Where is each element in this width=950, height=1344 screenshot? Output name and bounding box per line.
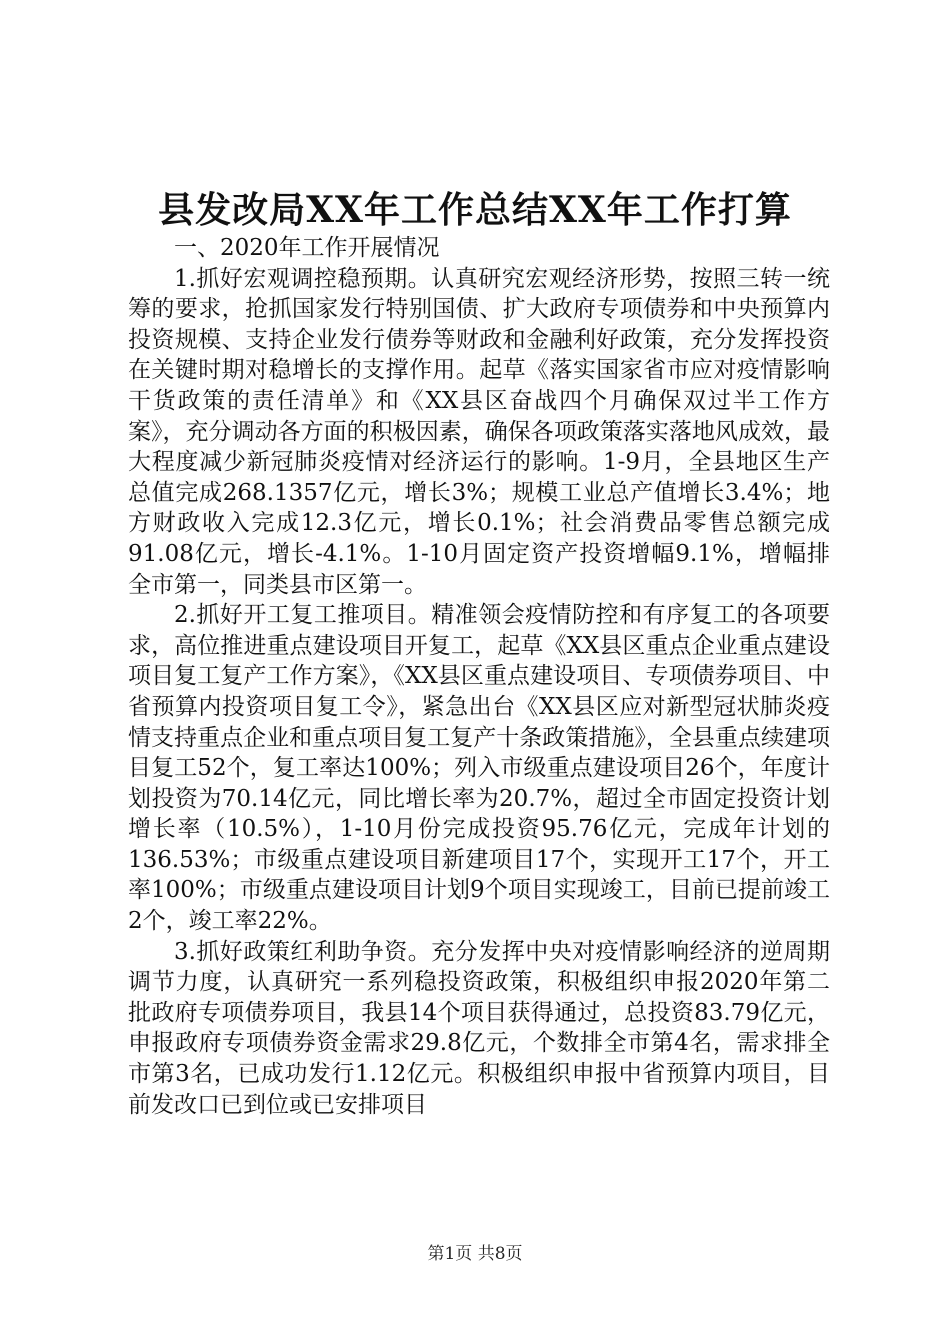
document-title: 县发改局XX年工作总结XX年工作打算 (158, 189, 792, 231)
section-heading: 一、2020年工作开展情况 (174, 235, 440, 261)
document-body (128, 233, 830, 1120)
paragraph-macro-control: 1.抓好宏观调控稳预期。认真研究宏观经济形势，按照三转一统筹的要求，抢抓国家发行特别国债、扩大政府专项债券和中央预算内投资规模、支持企业发行债券等财政和金融利好政策，充分发挥投资在关键时期对稳增长的支撑作用。起草《落实国家省市应对疫情影响干货政策的责任清单》和《XX县区奋战四个月确保双过半工作方案》，充分调动各方面的积极因素，确保各项政策落实落地风成效，最大程度减少新冠肺炎疫情对经济运行的影响。1-9月，全县地区生产总值完成268.1357亿元，增长3%；规模工业总产值增长3.4%；地方财政收入完成12.3亿元，增长0.1%；社会消费品零售总额完成91.08亿元，增长-4.1%。1-10月固定资产投资增幅9.1%，增幅排全市第一，同类县市区第一。 (128, 265, 830, 598)
paragraph-project-resumption: 2.抓好开工复工推项目。精准领会疫情防控和有序复工的各项要求，高位推进重点建设项目开复工，起草《XX县区重点企业重点建设项目复工复产工作方案》，《XX县区重点建设项目、专项债券项目、中省预算内投资项目复工令》，紧急出台《XX县区应对新型冠状肺炎疫情支持重点企业和重点项目复工复产十条政策措施》，全县重点续建项目复工52个，复工率达100%；列入市级重点建设项目26个，年度计划投资为70.14亿元，同比增长率为20.7%，超过全市固定投资计划增长率（10.5%），1-10月份完成投资95.76亿元，完成年计划的136.53%；市级重点建设项目新建项目17个，实现开工17个，开工率100%；市级重点建设项目计划9个项目实现竣工，目前已提前竣工2个，竣工率22%。 (128, 602, 830, 935)
paragraph-policy-funding: 3.抓好政策红利助争资。充分发挥中央对疫情影响经济的逆周期调节力度，认真研究一系列稳投资政策，积极组织申报2020年第二批政府专项债券项目，我县14个项目获得通过，总投资83.79亿元，申报政府专项债券资金需求29.8亿元，个数排全市第4名，需求排全市第3名，已成功发行1.12亿元。积极组织申报中省预算内项目，目前发改口已到位或已安排项目 (128, 938, 830, 1118)
page-footer: 第1页 共8页 (427, 1244, 523, 1264)
